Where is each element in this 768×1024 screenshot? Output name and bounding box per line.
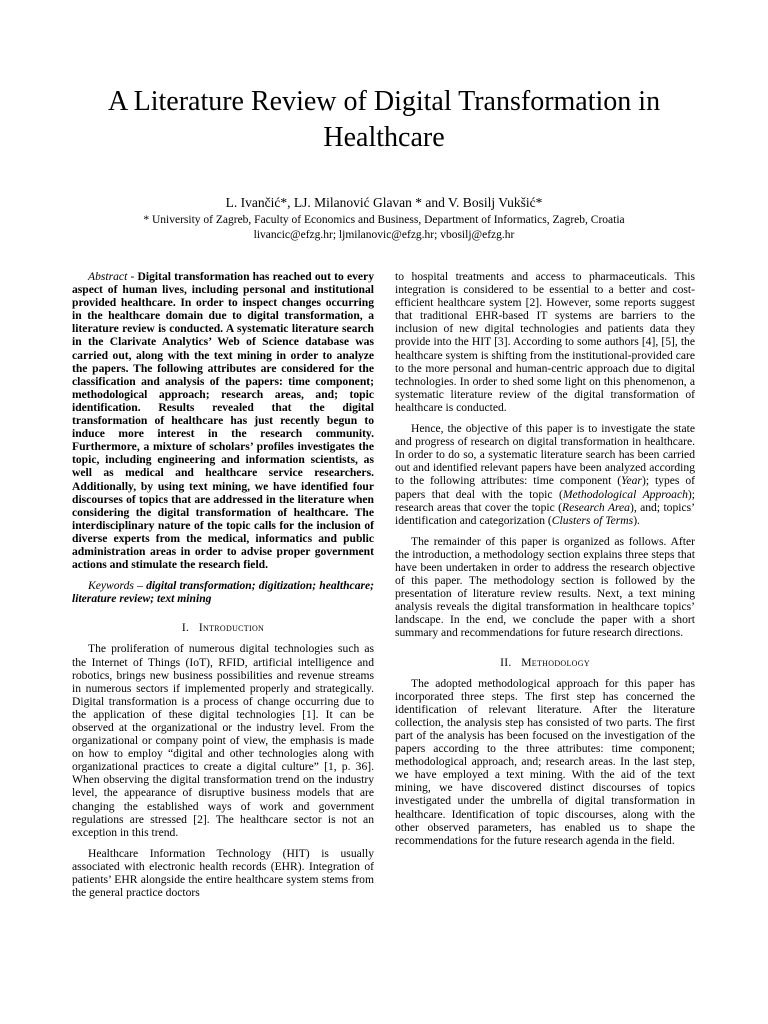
objective-paragraph	[395, 422, 695, 527]
right-column	[395, 270, 695, 855]
affiliation: * University of Zagreb, Faculty of Economics and Business, Department of Informatics, Zagreb, Croatia	[143, 214, 625, 226]
section-title: Introduction	[198, 621, 265, 635]
text-run: ), and; topics’ identification and categorization (	[395, 500, 696, 527]
text-run: Hence, the objective of this paper is to investigate the state and progress of research on digital transformation in healthcare. In order to do so, a systematic literature search has been carried out and identified relevant papers have been analyzed according to the following attributes: time component (	[395, 422, 695, 488]
intro-paragraph-2: Healthcare Information Technology (HIT) is usually associated with electronic health records (EHR). Integration of patients’ EHR alongside the entire healthcare system stems from the general practice doctors	[72, 846, 374, 900]
keywords	[72, 579, 374, 605]
left-column	[72, 270, 374, 907]
keywords-label: Keywords –	[88, 579, 143, 593]
italic-term: Methodological Approach	[562, 487, 688, 501]
keywords-text: digital transformation; digitization; healthcare; literature review; text mining	[72, 579, 375, 606]
italic-term: Clusters of Terms	[551, 513, 634, 527]
section-heading-introduction	[72, 621, 374, 634]
text-run: ); research areas that cover the topic (	[395, 487, 695, 514]
intro-paragraph-1: The proliferation of numerous digital technologies such as the Internet of Things (IoT), RFID, artificial intelligence and robotics, brings new business possibilities and revenue streams in numerous sectors if implemented properly and strategically. Digital transformation is a process of change occurring due to the application of these digital technologies [1]. It can be observed at the organizational or the industry level. From the organizational or company point of view, the emphasis is made on how to employ “digital and other technologies along with organizational practices to create a digital culture” [1, p. 36]. When observing the digital transformation trend on the industry level, the appearance of disruptive business models that are changing the established ways of work and government regulations are stressed [2]. The healthcare sector is not an exception in this trend.	[72, 642, 374, 839]
italic-term: Year	[621, 474, 642, 488]
section-number: II.	[500, 655, 512, 669]
author-list: L. Ivančić*, LJ. Milanović Glavan * and V. Bosilj Vukšić*	[225, 195, 543, 210]
abstract-label: Abstract -	[88, 270, 135, 283]
organization-paragraph: The remainder of this paper is organized as follows. After the introduction, a methodology section explains three steps that have been undertaken in order to address the research objective of this paper. The methodology section is followed by the presentation of literature review results. Next, a text mining analysis reveals the digital transformation in healthcare topics’ landscape. In the end, we conclude the paper with a short summary and recommendations for future research directions.	[395, 534, 695, 640]
methodology-paragraph: The adopted methodological approach for this paper has incorporated three steps. The first step has concerned the identification of relevant literature. After the literature collection, the analysis step has consisted of two parts. The first part of the analysis has been focused on the investigation of the papers according to the three attributes: time component; methodological approach, and; research areas. In the last step, we have employed a text mining. With the aid of the text mining, we have discovered distinct discourses of topics investigated under the umbrella of digital transformation in healthcare. Identification of topic discourses, along with the other observed parameters, has enabled us to shape the recommendations for the future research agenda in the field.	[395, 676, 695, 847]
abstract-text: Digital transformation has reached out to every aspect of human lives, including personal and institutional provided healthcare. In order to inspect changes occurring in the healthcare domain due to digital transformation, a literature review is conducted. A systematic literature search in the Clarivate Analytics’ Web of Science database was carried out, along with the text mining in order to analyze the papers. The following attributes are considered for the classification and analysis of the papers: time component; methodological approach; research areas, and; topic identification. Results revealed that the digital transformation of healthcare has just recently begun to induce more interest in the research community. Furthermore, a mixture of scholars’ profiles investigates the topic, including engineering and information scientists, as well as medical and healthcare service researchers. Additionally, by using text mining, we have identified four discourses of topics that are addressed in the literature when considering the digital transformation of healthcare. The interdisciplinary nature of the topic calls for the inclusion of diverse experts from the medical, informatics and public administration areas in order to advise proper government actions and stimulate the research field.	[72, 270, 374, 572]
text-run: ).	[633, 513, 640, 527]
affiliation-block	[60, 213, 708, 243]
paper-title: A Literature Review of Digital Transformation in Healthcare	[107, 86, 661, 153]
section-number: I.	[181, 621, 190, 635]
abstract	[72, 270, 374, 571]
text-run: ); types of papers that deal with the topic (	[395, 474, 695, 501]
italic-term: Research Area	[562, 500, 630, 514]
section-title: Methodology	[521, 655, 590, 669]
section-heading-methodology	[395, 656, 695, 669]
intro-paragraph-continued: to hospital treatments and access to pharmaceuticals. This integration is considered to be essential to a better and cost-efficient healthcare system [2]. However, some reports suggest that traditional EHR-based IT systems are barriers to the inclusion of new digital technologies and patients data they provide into the HIT [3]. According to some authors [4], [5], the healthcare system is shifting from the institutional-provided care to the more personal and human-centric approach due to digital technologies. In order to shed some light on this phenomenon, a systematic literature review of the digital transformation of healthcare is conducted.	[395, 270, 695, 414]
author-emails: livancic@efzg.hr; ljmilanovic@efzg.hr; vbosilj@efzg.hr	[253, 229, 515, 241]
